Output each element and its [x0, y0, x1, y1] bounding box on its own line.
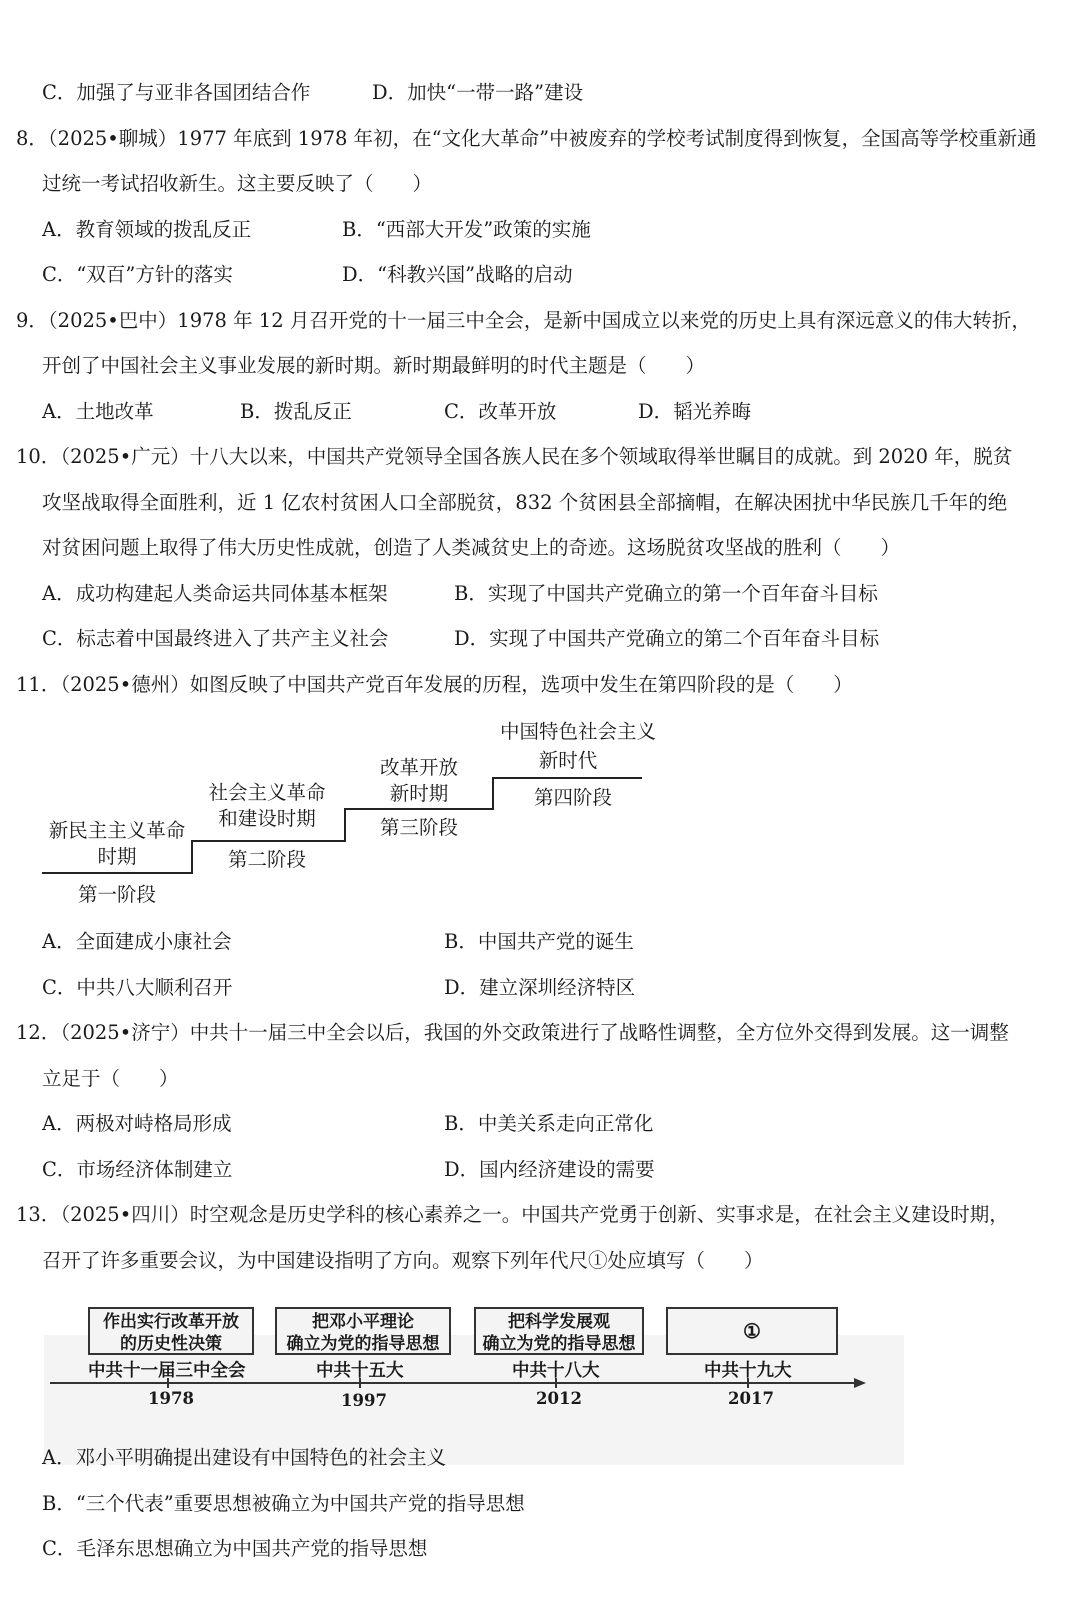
year-2012: 2012: [536, 1389, 582, 1408]
question-9-stem-cont: 开创了中国社会主义事业发展的新时期。新时期最鲜明的时代主题是（ ）: [42, 354, 706, 377]
stage-1-name: 新民主主义革命: [48, 819, 186, 842]
question-9-stem: 9．（2025•巴中）1978 年 12 月召开党的十一届三中全会，是新中国成立以来党的历史上具有深远意义的伟大转折，: [16, 309, 1031, 332]
stage-1-label: 第一阶段: [77, 883, 156, 906]
q8-option-b: B．“西部大开发”政策的实施: [342, 218, 591, 241]
q8-option-d: D．“科教兴国”战略的启动: [342, 263, 573, 286]
option-d: D．加快“一带一路”建设: [372, 81, 584, 104]
q12-option-b: B．中美关系走向正常化: [444, 1112, 654, 1135]
event-1978: 中共十一届三中全会: [88, 1361, 246, 1381]
q10-option-d: D．实现了中国共产党确立的第二个百年奋斗目标: [454, 627, 880, 650]
question-13-stem: 13．（2025•四川）时空观念是历史学科的核心素养之一。中国共产党勇于创新、实事求是，在社会主义建设时期，: [16, 1203, 1009, 1226]
stage-3-name: 改革开放: [379, 756, 458, 779]
question-8-stem: 8．（2025•聊城）1977 年底到 1978 年初，在“文化大革命”中被废弃的学校考试制度得到恢复，全国高等学校重新通: [16, 127, 1037, 150]
stage-2-label: 第二阶段: [227, 848, 306, 871]
timeline-box-1978: [88, 1307, 254, 1355]
q12-option-d: D．国内经济建设的需要: [444, 1158, 655, 1181]
box-1997-line1: 把邓小平理论: [312, 1312, 414, 1332]
option-c: C．加强了与亚非各国团结合作: [42, 81, 311, 104]
q10-option-c: C．标志着中国最终进入了共产主义社会: [42, 627, 389, 650]
q13-option-a: A．邓小平明确提出建设有中国特色的社会主义: [42, 1446, 447, 1469]
q10-option-b: B．实现了中国共产党确立的第一个百年奋斗目标: [454, 582, 878, 605]
timeline-box-2012: [474, 1307, 644, 1355]
question-10-stem-cont-2: 对贫困问题上取得了伟大历史性成就，创造了人类减贫史上的奇迹。这场脱贫攻坚战的胜利（ ）: [42, 536, 901, 559]
question-12-stem: 12．（2025•济宁）中共十一届三中全会以后，我国的外交政策进行了战略性调整，全方位外交得到发展。这一调整: [16, 1021, 1009, 1044]
q9-option-c: C．改革开放: [444, 400, 557, 423]
stage-1-name-cont: 时期: [97, 845, 137, 868]
stage-2-name: 社会主义革命: [208, 781, 326, 804]
q13-option-b: B．“三个代表”重要思想被确立为中国共产党的指导思想: [42, 1492, 525, 1515]
year-1978: 1978: [148, 1389, 194, 1408]
q11-option-c: C．中共八大顺利召开: [42, 976, 233, 999]
event-2017: 中共十九大: [704, 1361, 792, 1381]
question-10-stem: 10．（2025•广元）十八大以来，中国共产党领导全国各族人民在多个领域取得举世瞩目的成就。到 2020 年，脱贫: [16, 445, 1013, 468]
q12-option-c: C．市场经济体制建立: [42, 1158, 233, 1181]
q12-option-a: A．两极对峙格局形成: [42, 1112, 232, 1135]
q8-option-a: A．教育领域的拨乱反正: [42, 218, 252, 241]
q9-option-b: B．拨乱反正: [240, 400, 352, 423]
box-2012-line2: 确立为党的指导思想: [482, 1334, 636, 1354]
box-1978-line2: 的历史性决策: [120, 1334, 222, 1354]
year-2017: 2017: [728, 1389, 774, 1408]
q11-option-a: A．全面建成小康社会: [42, 930, 232, 953]
box-1978-line1: 作出实行改革开放: [103, 1312, 239, 1332]
timeline-box-2017-blank: ①: [666, 1307, 838, 1355]
q9-option-d: D．韬光养晦: [638, 400, 752, 423]
stage-3-name-cont: 新时期: [389, 782, 449, 805]
stage-staircase-diagram: [0, 720, 700, 940]
question-8-stem-cont: 过统一考试招收新生。这主要反映了（ ）: [42, 172, 433, 195]
box-2012-line1: 把科学发展观: [508, 1312, 610, 1332]
question-13-stem-cont: 召开了许多重要会议，为中国建设指明了方向。观察下列年代尺①处应填写（ ）: [42, 1249, 764, 1272]
event-2012: 中共十八大: [512, 1361, 600, 1381]
year-1997: 1997: [341, 1391, 387, 1410]
q13-option-c: C．毛泽东思想确立为中国共产党的指导思想: [42, 1537, 428, 1560]
stage-4-name-cont: 新时代: [538, 749, 598, 772]
q8-option-c: C．“双百”方针的落实: [42, 263, 233, 286]
stage-4-name: 中国特色社会主义: [499, 720, 656, 743]
q11-option-d: D．建立深圳经济特区: [444, 976, 636, 999]
question-11-stem: 11．（2025•德州）如图反映了中国共产党百年发展的历程，选项中发生在第四阶段的是（ ）: [16, 673, 853, 696]
question-10-stem-cont-1: 攻坚战取得全面胜利，近 1 亿农村贫困人口全部脱贫，832 个贫困县全部摘帽，在解决困扰中华民族几千年的绝: [42, 491, 1008, 514]
timeline-box-1997: [275, 1307, 451, 1355]
box-1997-line2: 确立为党的指导思想: [286, 1334, 440, 1354]
q10-option-a: A．成功构建起人类命运共同体基本框架: [42, 582, 388, 605]
stage-4-label: 第四阶段: [533, 786, 612, 809]
q9-option-a: A．土地改革: [42, 400, 154, 423]
q11-option-b: B．中国共产党的诞生: [444, 930, 634, 953]
stage-3-label: 第三阶段: [379, 816, 458, 839]
event-1997: 中共十五大: [316, 1361, 404, 1381]
question-12-stem-cont: 立足于（ ）: [42, 1067, 179, 1090]
stage-2-name-cont: 和建设时期: [218, 807, 316, 830]
